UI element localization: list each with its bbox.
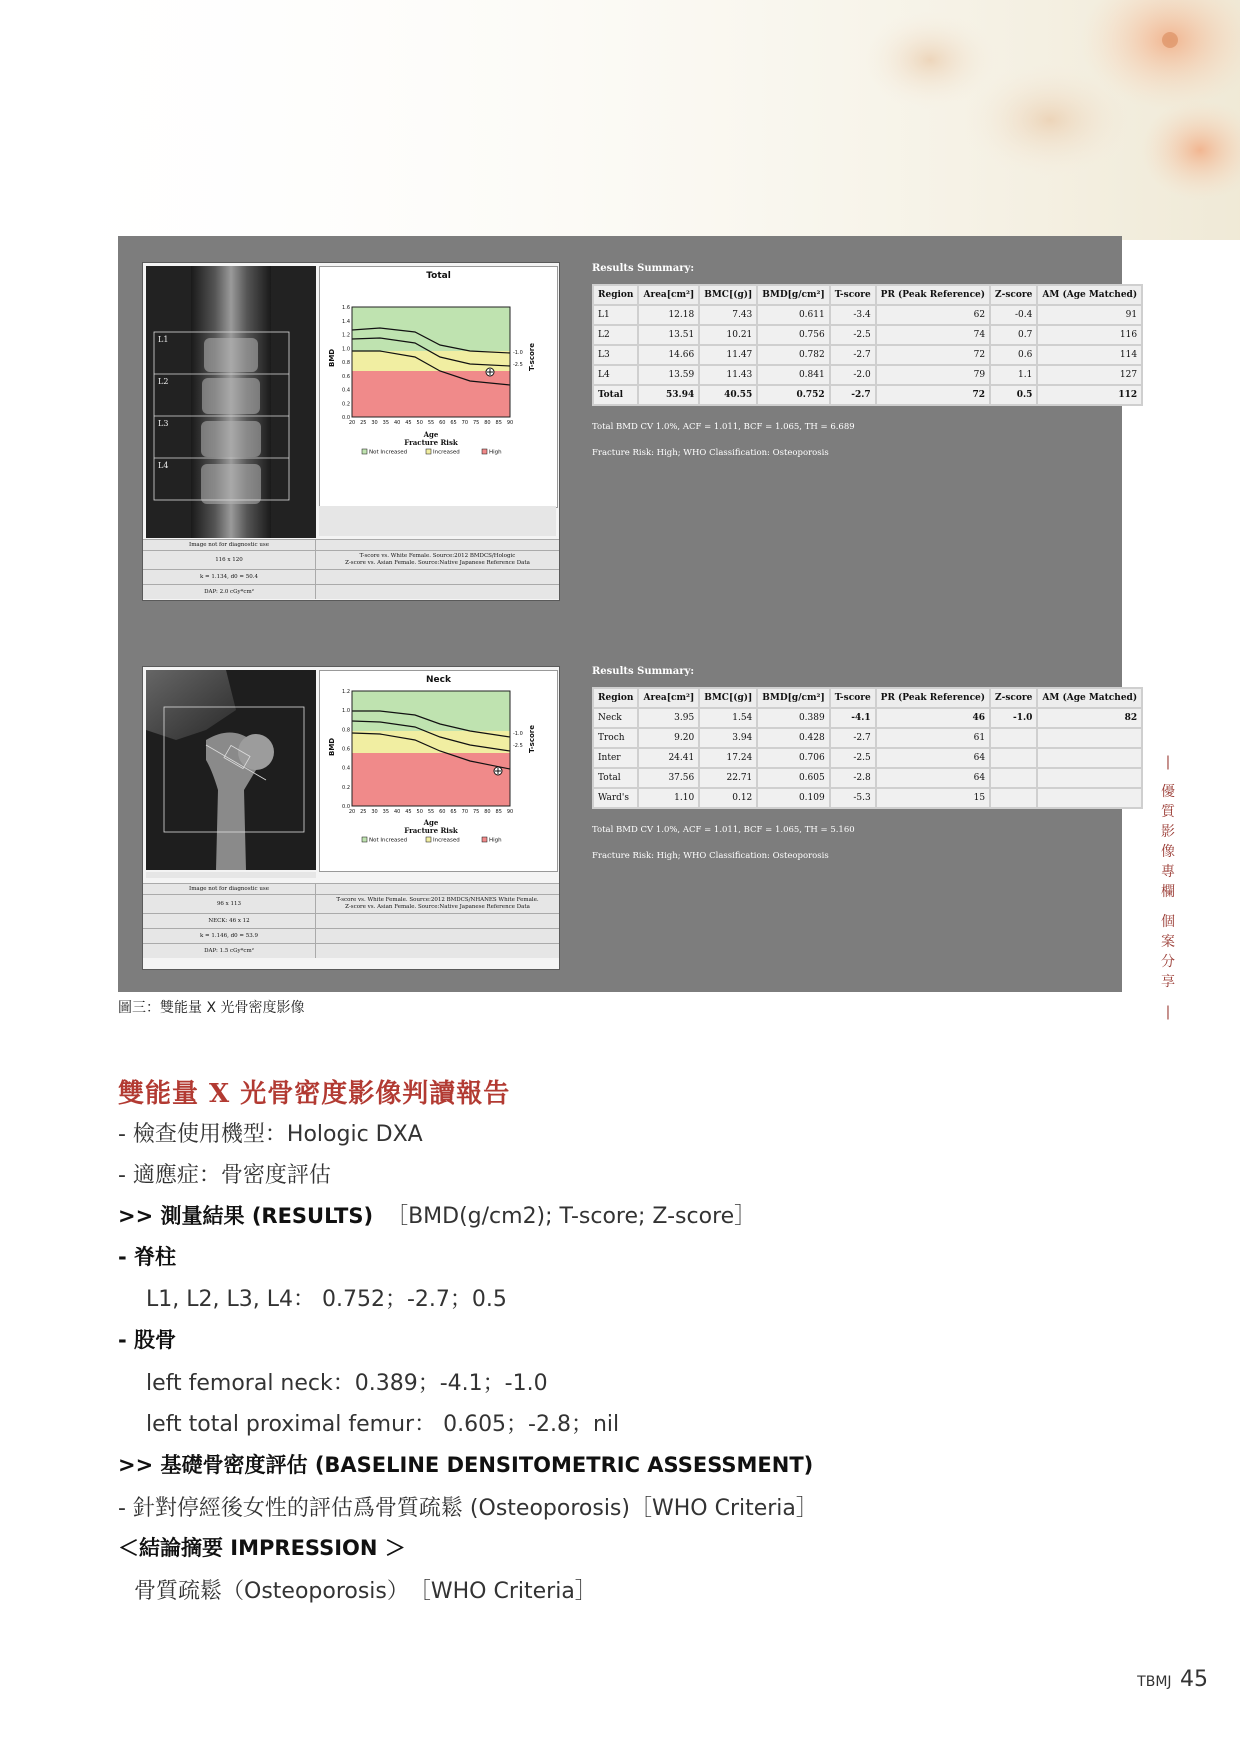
spine-info-rows — [143, 539, 559, 599]
side-label-char: 像 — [1161, 844, 1175, 860]
spine-legend-item: Not Increased — [369, 449, 408, 456]
x-tick-label: 20 — [348, 420, 356, 426]
table-cell: -2.7 — [830, 728, 876, 748]
x-tick-label: 60 — [439, 809, 446, 815]
spine-legend-item: High — [489, 449, 502, 456]
femur-total-value: left total proximal femur： 0.605；-2.8；nil — [146, 1412, 620, 1437]
table-cell: 13.59 — [638, 365, 699, 385]
table-header-cell: PR (Peak Reference) — [876, 285, 990, 305]
spine-value: L1, L2, L3, L4： 0.752；-2.7；0.5 — [146, 1287, 507, 1312]
x-tick-label: 45 — [405, 809, 412, 815]
table-cell: -4.1 — [830, 708, 876, 728]
hip-results-title: Results Summary: — [592, 666, 695, 677]
x-tick-label: 55 — [427, 809, 435, 815]
dxa-figure — [118, 236, 1138, 992]
side-label-char: 優 — [1161, 784, 1175, 800]
y-tick-label: 0.0 — [342, 804, 350, 810]
table-cell: L1 — [593, 305, 638, 325]
spine-results-table — [592, 284, 1143, 406]
table-cell: -0.4 — [990, 305, 1037, 325]
table-cell: 12.18 — [638, 305, 699, 325]
info-cell — [316, 914, 559, 928]
table-cell: 15 — [876, 788, 990, 808]
table-header-cell: BMD[g/cm²] — [757, 285, 829, 305]
y-tick-label: 1.6 — [342, 305, 350, 311]
table-cell: 72 — [876, 345, 990, 365]
table-cell: 11.43 — [699, 365, 757, 385]
table-cell: -2.7 — [830, 345, 876, 365]
table-header-cell: T-score — [830, 688, 876, 708]
x-tick-label: 90 — [506, 809, 514, 815]
table-cell: 3.94 — [699, 728, 757, 748]
hip-xray-graphic — [146, 670, 316, 870]
spine-right-axis-label: T-score — [528, 343, 536, 371]
y-tick-label: 1.0 — [342, 346, 350, 353]
table-cell: -2.7 — [830, 385, 876, 405]
table-cell: -2.0 — [830, 365, 876, 385]
table-cell: 0.752 — [757, 385, 829, 405]
journal-name: TBMJ — [1137, 1674, 1172, 1690]
x-tick-label: 65 — [450, 420, 457, 426]
info-cell: k = 1.134, d0 = 50.4 — [143, 570, 316, 584]
figure-caption: 圖三：雙能量 X 光骨密度影像 — [118, 1000, 305, 1016]
table-cell: 13.51 — [638, 325, 699, 345]
table-cell: 1.1 — [990, 365, 1037, 385]
table-cell: 82 — [1037, 708, 1142, 728]
table-header-cell: PR (Peak Reference) — [876, 688, 990, 708]
y-tick-label: 0.8 — [342, 727, 350, 734]
hip-legend-item: Not Increased — [369, 837, 408, 844]
hip-reference-text: Z-score vs. Asian Female. Source:Native Japanese Reference Data — [345, 904, 530, 910]
x-tick-label: 90 — [506, 420, 514, 426]
table-cell: 22.71 — [699, 768, 757, 788]
table-cell: 91 — [1037, 305, 1142, 325]
spine-note-bmd: Total BMD CV 1.0%, ACF = 1.011, BCF = 1.065, TH = 6.689 — [592, 422, 855, 432]
spine-reference-text: Z-score vs. Asian Female. Source:Native Japanese Reference Data — [345, 560, 530, 566]
table-cell: Total — [593, 385, 638, 405]
table-cell: 61 — [876, 728, 990, 748]
x-tick-label: 75 — [472, 809, 480, 815]
table-cell: 114 — [1037, 345, 1142, 365]
spine-scan-panel — [142, 262, 560, 601]
hip-fracture-risk-label: Fracture Risk — [404, 826, 458, 835]
table-cell: 0.756 — [757, 325, 829, 345]
table-header-cell: AM (Age Matched) — [1037, 688, 1142, 708]
table-header-row — [593, 285, 1142, 305]
table-row — [593, 748, 1142, 768]
impression-text: 骨質疏鬆（Osteoporosis） ［WHO Criteria］ — [134, 1579, 597, 1604]
x-tick-label: 75 — [472, 420, 480, 426]
baseline-heading: >> 基礎骨密度評估 (BASELINE DENSITOMETRIC ASSESSMENT) — [118, 1453, 814, 1477]
hip-note-fracture: Fracture Risk: High; WHO Classification: Osteoporosis — [592, 851, 829, 861]
table-cell: -2.8 — [830, 768, 876, 788]
table-cell — [1037, 788, 1142, 808]
table-header-cell: Region — [593, 688, 638, 708]
table-cell: 24.41 — [638, 748, 699, 768]
x-tick-label: 30 — [371, 809, 378, 815]
page-footer — [1137, 1667, 1208, 1692]
side-label-char: 專 — [1161, 864, 1175, 880]
hip-right-axis-label: T-score — [528, 725, 536, 753]
impression-heading: ＜結論摘要 IMPRESSION ＞ — [118, 1536, 406, 1560]
table-row — [593, 385, 1142, 405]
info-cell — [316, 570, 559, 584]
info-cell — [316, 929, 559, 943]
info-cell: DAP: 1.5 cGy*cm² — [143, 944, 316, 958]
side-label-char: | — [1165, 754, 1171, 770]
hip-reference-graph — [319, 670, 558, 872]
table-row — [593, 365, 1142, 385]
table-cell: 0.706 — [757, 748, 829, 768]
spine-graph-footer — [319, 506, 556, 536]
info-row — [143, 550, 559, 569]
side-label-char: 欄 — [1161, 884, 1175, 900]
page-number: 45 — [1180, 1667, 1208, 1692]
y-tick-label: 1.0 — [342, 708, 350, 715]
info-row — [143, 943, 559, 958]
info-row — [143, 539, 559, 550]
spine-xray-image — [146, 266, 316, 538]
spine-xray-graphic — [146, 266, 316, 538]
hip-right-tick: -2.5 — [513, 743, 523, 749]
x-tick-label: 25 — [360, 420, 367, 426]
info-cell: 96 x 113 — [143, 895, 316, 913]
x-tick-label: 70 — [461, 809, 469, 815]
flower-decoration — [0, 0, 1240, 240]
side-label-char: 分 — [1161, 954, 1175, 970]
table-row — [593, 345, 1142, 365]
y-tick-label: 0.4 — [342, 765, 350, 772]
x-tick-label: 35 — [382, 420, 390, 426]
side-label-char — [1160, 992, 1176, 1002]
spine-reference-graph — [319, 266, 558, 508]
y-tick-label: 0.6 — [342, 373, 350, 380]
y-tick-label: 1.2 — [342, 689, 350, 695]
table-cell — [990, 728, 1037, 748]
table-cell: 1.10 — [638, 788, 699, 808]
femur-heading: - 股骨 — [118, 1328, 177, 1352]
table-header-cell: BMD[g/cm²] — [757, 688, 829, 708]
baseline-text: - 針對停經後女性的評估爲骨質疏鬆 (Osteoporosis)［WHO Criteria］ — [118, 1496, 818, 1521]
info-cell — [316, 551, 559, 569]
table-cell: -2.5 — [830, 748, 876, 768]
x-tick-label: 40 — [393, 420, 401, 426]
results-units: ［BMD(g/cm2); T-score; Z-score］ — [386, 1204, 757, 1229]
hip-note-bmd: Total BMD CV 1.0%, ACF = 1.011, BCF = 1.065, TH = 5.160 — [592, 825, 855, 835]
hip-legend-item: High — [489, 837, 502, 844]
table-cell: 116 — [1037, 325, 1142, 345]
side-label-char — [1160, 902, 1176, 912]
table-header-cell: Area[cm²] — [638, 688, 699, 708]
y-tick-label: 1.4 — [342, 318, 350, 325]
table-cell: -5.3 — [830, 788, 876, 808]
x-tick-label: 70 — [461, 420, 469, 426]
spine-right-tick: -2.5 — [513, 362, 523, 368]
table-row — [593, 788, 1142, 808]
report-title: 雙能量 X 光骨密度影像判讀報告 — [118, 1079, 511, 1109]
table-cell: 0.841 — [757, 365, 829, 385]
hip-scan-panel — [142, 666, 560, 970]
side-label-char: 案 — [1161, 934, 1175, 950]
table-cell: -3.4 — [830, 305, 876, 325]
table-cell: 37.56 — [638, 768, 699, 788]
table-header-cell: BMC[(g)] — [699, 285, 757, 305]
table-cell: 64 — [876, 768, 990, 788]
info-cell — [316, 895, 559, 913]
table-header-cell: Z-score — [990, 285, 1037, 305]
table-cell: 0.6 — [990, 345, 1037, 365]
hip-reference-text: T-score vs. White Female. Source:2012 BMDCS/NHANES White Female. — [336, 897, 539, 903]
table-cell — [990, 748, 1037, 768]
table-header-row — [593, 688, 1142, 708]
table-row — [593, 728, 1142, 748]
info-row — [143, 569, 559, 584]
table-cell: 62 — [876, 305, 990, 325]
table-cell: L2 — [593, 325, 638, 345]
spine-x-axis-label: Age — [423, 430, 439, 439]
spine-region-label: L4 — [158, 461, 169, 470]
y-tick-label: 0.8 — [342, 360, 350, 366]
x-tick-label: 85 — [495, 809, 502, 815]
table-header-cell: T-score — [830, 285, 876, 305]
info-row — [143, 928, 559, 943]
hip-results-table — [592, 687, 1143, 809]
info-cell — [316, 540, 559, 550]
side-label-char: 個 — [1161, 914, 1175, 930]
spine-right-tick: -1.0 — [513, 350, 523, 356]
y-tick-label: 1.2 — [342, 332, 350, 339]
table-row — [593, 708, 1142, 728]
info-cell — [316, 585, 559, 599]
table-header-cell: Region — [593, 285, 638, 305]
hip-y-axis-label: BMD — [328, 737, 336, 756]
table-cell: 72 — [876, 385, 990, 405]
table-cell: Troch — [593, 728, 638, 748]
table-cell: -2.5 — [830, 325, 876, 345]
info-cell — [316, 944, 559, 958]
table-cell: 74 — [876, 325, 990, 345]
table-cell — [1037, 768, 1142, 788]
hip-legend-item: Increased — [433, 837, 460, 844]
x-tick-label: 60 — [439, 420, 446, 426]
hip-right-tick: -1.0 — [513, 731, 523, 737]
info-row — [143, 913, 559, 928]
table-cell: 0.782 — [757, 345, 829, 365]
hip-info-rows — [143, 883, 559, 958]
table-cell: 14.66 — [638, 345, 699, 365]
table-header-cell: Area[cm²] — [638, 285, 699, 305]
spine-results-title: Results Summary: — [592, 263, 695, 274]
y-tick-label: 0.0 — [342, 415, 350, 421]
table-cell: 0.109 — [757, 788, 829, 808]
table-cell: 0.5 — [990, 385, 1037, 405]
side-label-char: 質 — [1161, 804, 1175, 820]
table-cell: 11.47 — [699, 345, 757, 365]
table-cell — [1037, 748, 1142, 768]
spine-legend-item: Increased — [433, 449, 460, 456]
table-cell: 53.94 — [638, 385, 699, 405]
x-tick-label: 35 — [382, 809, 390, 815]
results-heading: >> 測量結果 (RESULTS) — [118, 1204, 374, 1228]
table-cell — [1037, 728, 1142, 748]
spine-heading: - 脊柱 — [118, 1245, 177, 1269]
results-heading-row — [118, 1199, 756, 1230]
table-cell: 9.20 — [638, 728, 699, 748]
x-tick-label: 50 — [416, 420, 423, 426]
table-header-cell: AM (Age Matched) — [1037, 285, 1142, 305]
y-tick-label: 0.2 — [342, 784, 350, 791]
table-cell: 0.428 — [757, 728, 829, 748]
x-tick-label: 40 — [393, 809, 401, 815]
info-cell: DAP: 2.0 cGy*cm² — [143, 585, 316, 599]
table-cell: 64 — [876, 748, 990, 768]
hip-graph-title: Neck — [426, 675, 451, 685]
spine-reference-text: T-score vs. White Female. Source:2012 BMDCS/Hologic — [359, 553, 516, 559]
report-device: - 檢查使用機型：Hologic DXA — [118, 1122, 423, 1147]
table-cell: 7.43 — [699, 305, 757, 325]
info-row — [143, 883, 559, 894]
y-tick-label: 0.4 — [342, 387, 350, 394]
info-row — [143, 894, 559, 913]
x-tick-label: 20 — [348, 809, 356, 815]
table-row — [593, 768, 1142, 788]
x-tick-label: 55 — [427, 420, 435, 426]
table-cell: Ward's — [593, 788, 638, 808]
table-cell: 0.12 — [699, 788, 757, 808]
table-cell: 0.389 — [757, 708, 829, 728]
x-tick-label: 80 — [484, 809, 491, 815]
x-tick-label: 50 — [416, 809, 423, 815]
x-tick-label: 80 — [484, 420, 491, 426]
x-tick-label: 45 — [405, 420, 412, 426]
info-cell: NECK: 46 x 12 — [143, 914, 316, 928]
side-label-char: 享 — [1161, 974, 1175, 990]
x-tick-label: 85 — [495, 420, 502, 426]
info-cell: Image not for diagnostic use — [143, 884, 316, 894]
side-label-char — [1160, 772, 1176, 782]
spine-note-fracture: Fracture Risk: High; WHO Classification: Osteoporosis — [592, 448, 829, 458]
table-cell — [990, 768, 1037, 788]
report-indication: - 適應症：骨密度評估 — [118, 1163, 331, 1188]
table-cell: L4 — [593, 365, 638, 385]
table-cell: 1.54 — [699, 708, 757, 728]
column-side-label — [1160, 752, 1176, 1022]
table-cell — [990, 788, 1037, 808]
spine-y-axis-label: BMD — [328, 348, 336, 367]
spine-fracture-risk-label: Fracture Risk — [404, 438, 458, 447]
x-tick-label: 65 — [450, 809, 457, 815]
table-cell: Total — [593, 768, 638, 788]
x-tick-label: 30 — [371, 420, 378, 426]
spine-region-label: L3 — [158, 419, 169, 428]
table-row — [593, 305, 1142, 325]
table-cell: 10.21 — [699, 325, 757, 345]
table-cell: Neck — [593, 708, 638, 728]
table-cell: L3 — [593, 345, 638, 365]
y-tick-label: 0.2 — [342, 401, 350, 408]
table-cell: 0.611 — [757, 305, 829, 325]
hip-xray-image — [146, 670, 316, 870]
info-row — [143, 584, 559, 599]
info-cell — [316, 884, 559, 894]
y-tick-label: 0.6 — [342, 746, 350, 753]
spine-region-label: L2 — [158, 377, 169, 386]
table-row — [593, 325, 1142, 345]
spine-graph-title: Total — [426, 271, 451, 281]
table-cell: 79 — [876, 365, 990, 385]
table-header-cell: BMC[(g)] — [699, 688, 757, 708]
table-cell: Inter — [593, 748, 638, 768]
x-tick-label: 25 — [360, 809, 367, 815]
info-cell: 116 x 120 — [143, 551, 316, 569]
table-cell: 0.605 — [757, 768, 829, 788]
table-cell: -1.0 — [990, 708, 1037, 728]
femur-neck-value: left femoral neck：0.389；-4.1；-1.0 — [146, 1371, 548, 1396]
table-cell: 127 — [1037, 365, 1142, 385]
table-cell: 40.55 — [699, 385, 757, 405]
hip-graph-svg — [320, 671, 557, 871]
table-cell: 0.7 — [990, 325, 1037, 345]
table-cell: 3.95 — [638, 708, 699, 728]
table-cell: 46 — [876, 708, 990, 728]
table-cell: 112 — [1037, 385, 1142, 405]
side-label-char: 影 — [1161, 824, 1175, 840]
hip-x-axis-label: Age — [423, 818, 439, 827]
table-cell: 17.24 — [699, 748, 757, 768]
info-cell: Image not for diagnostic use — [143, 540, 316, 550]
side-label-char: | — [1165, 1004, 1171, 1020]
table-header-cell: Z-score — [990, 688, 1037, 708]
info-cell: k = 1.146, d0 = 53.9 — [143, 929, 316, 943]
spine-graph-svg — [320, 267, 557, 507]
spine-region-label: L1 — [158, 335, 169, 344]
